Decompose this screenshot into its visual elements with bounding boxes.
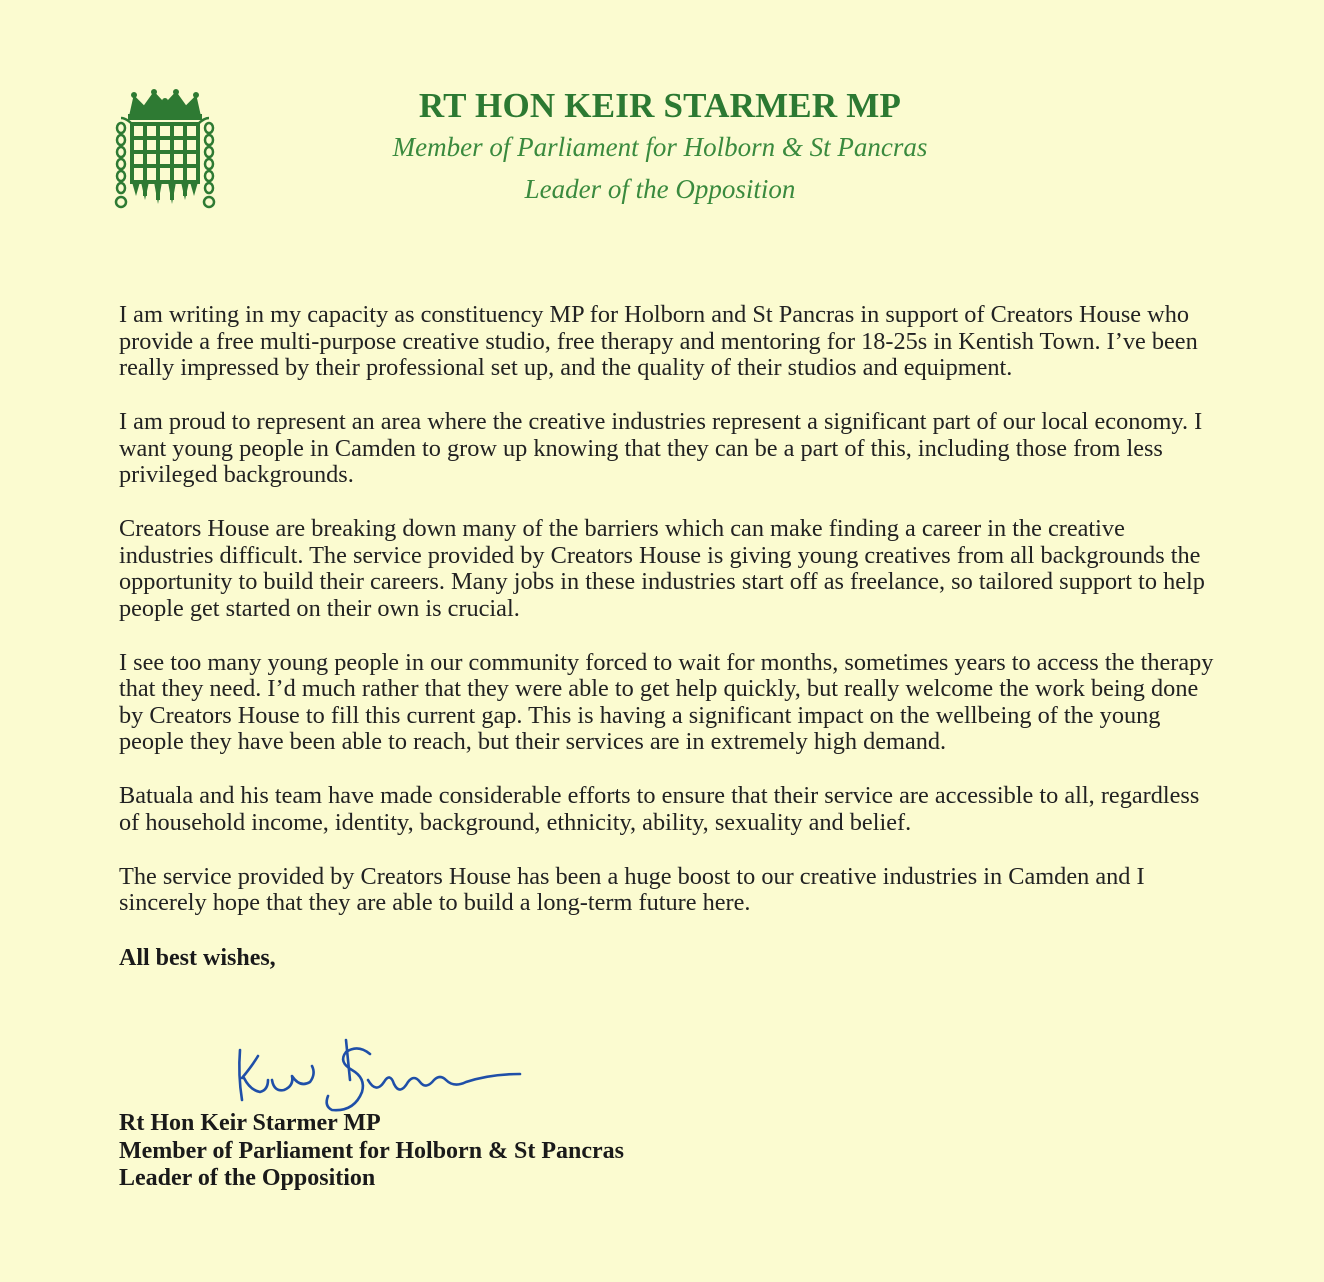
letterhead-role: Leader of the Opposition [524, 174, 796, 204]
paragraph: I am writing in my capacity as constituency MP for Holborn and St Pancras in support of Creators House who provide a free multi-purpose creative studio, free therapy and mentoring for 18-25s in Kentish Town. I’ve been really impressed by their professional set up, and the quality of their studios and equipment. [119, 301, 1198, 381]
letterhead-name: RT HON KEIR STARMER MP [418, 86, 902, 125]
paragraph: The service provided by Creators House has been a huge boost to our creative industries in Camden and I sincerely hope that they are able to build a long-term future here. [119, 862, 1145, 916]
signatory-role: Leader of the Opposition [119, 1165, 376, 1191]
signoff: All best wishes, [119, 945, 276, 971]
paragraph: Batuala and his team have made considerable efforts to ensure that their service are accessible to all, regardless of household income, identity, background, ethnicity, ability, sexuality and belief. [119, 782, 1200, 836]
paragraph: I see too many young people in our community forced to wait for months, sometimes years to access the therapy that they need. I’d much rather that they were able to get help quickly, but really welcome the work being done by Creators House to fill this current gap. This is having a significant impact on the wellbeing of the young people they have been able to reach, but their services are in extremely high demand. [119, 648, 1214, 755]
handwritten-signature [228, 1030, 528, 1120]
paragraph: Creators House are breaking down many of the barriers which can make finding a career in the creative industries difficult. The service provided by Creators House is giving young creatives from all backgrounds the opportunity to build their careers. Many jobs in these industries start off as freelance, so tailored support to help people get started on their own is crucial. [119, 515, 1205, 622]
signature-block [119, 1110, 919, 1193]
letter-body [119, 302, 1219, 972]
letterhead [330, 86, 990, 210]
signatory-constituency: Member of Parliament for Holborn & St Pancras [119, 1137, 625, 1164]
letterhead-constituency: Member of Parliament for Holborn & St Pancras [392, 132, 928, 162]
paragraph: I am proud to represent an area where the creative industries represent a significant part of our local economy. I want young people in Camden to grow up knowing that they can be a part of this, including those from less privileged backgrounds. [119, 408, 1203, 488]
portcullis-crest-icon [112, 88, 218, 212]
signatory-name: Rt Hon Keir Starmer MP [119, 1110, 381, 1136]
